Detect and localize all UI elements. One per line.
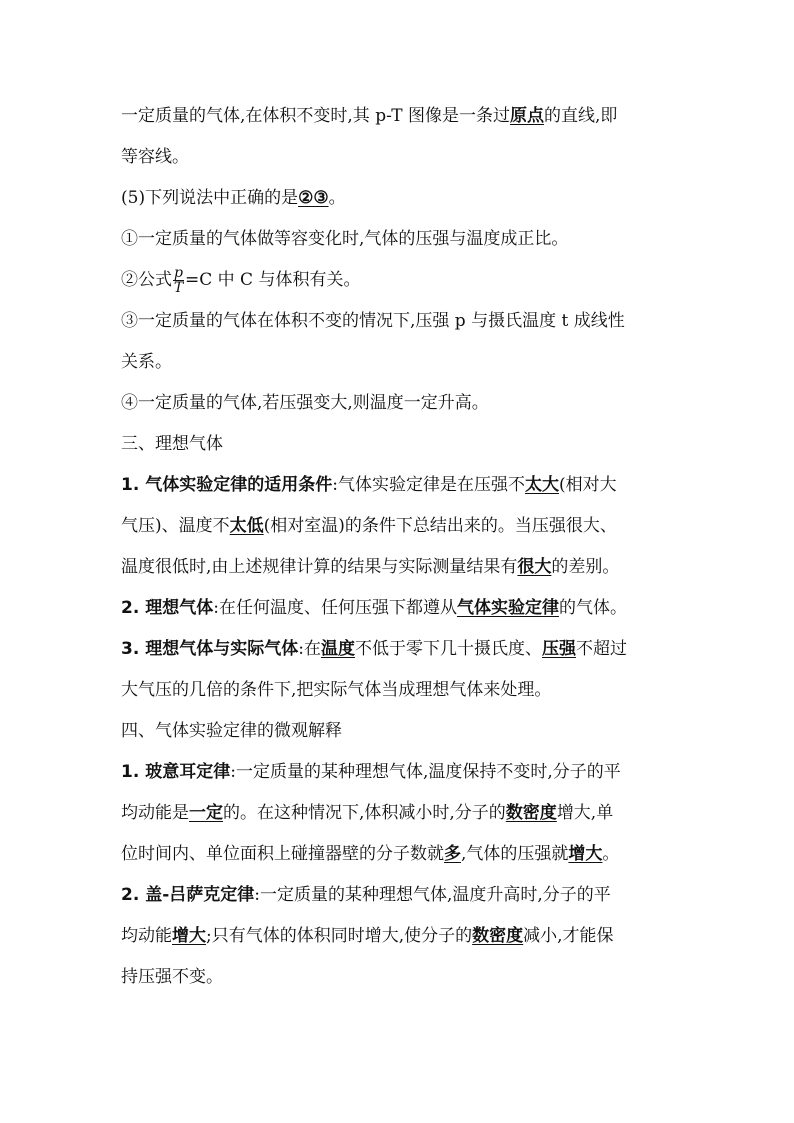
section-heading: [121, 711, 681, 752]
text: 持压强不变。: [121, 967, 223, 987]
fraction-formula: [173, 266, 184, 295]
text-line: [121, 219, 681, 260]
answer-blank: 气体实验定律: [456, 598, 559, 618]
answer-blank: 多: [444, 844, 461, 864]
answer-blank: 很大: [517, 557, 552, 577]
text: ②公式: [121, 270, 172, 290]
text: 大气压的几倍的条件下,把实际气体当成理想气体来处理。: [121, 680, 552, 700]
heading-text: 三、理想气体: [121, 434, 223, 454]
text: 。: [328, 188, 346, 208]
answer-blank: 温度: [320, 639, 355, 659]
text-line: [121, 670, 681, 711]
text-line: [121, 547, 681, 588]
text: ③一定质量的气体在体积不变的情况下,压强 p 与摄氏温度 t 成线性: [121, 311, 625, 331]
text-line: [121, 465, 681, 506]
text: (5)下列说法中正确的是: [121, 188, 299, 208]
denominator: T: [173, 280, 184, 296]
text: :一定质量的某种理想气体,温度升高时,分子的平: [254, 885, 611, 905]
text-line: [121, 793, 681, 834]
text-line: [121, 916, 681, 957]
text-line: [121, 588, 681, 629]
text-line: [121, 342, 681, 383]
answer-blank: 一定: [189, 803, 223, 823]
text: 的直线,即: [543, 106, 618, 126]
text: 不超过: [575, 639, 627, 659]
text: 温度很低时,由上述规律计算的结果与实际测量结果有: [121, 557, 518, 577]
text: 一定质量的气体,在体积不变时,其 p-T 图像是一条过: [121, 106, 510, 126]
answer-blank: 太大: [524, 475, 559, 495]
answer-blank: 数密度: [505, 803, 557, 823]
text: (相对大: [558, 475, 617, 495]
text-line: [121, 957, 681, 998]
text: (相对室温)的条件下总结出来的。当压强很大、: [263, 516, 617, 536]
answer-blank: 太低: [229, 516, 264, 536]
text-line: [121, 383, 681, 424]
term: 1. 玻意耳定律: [121, 762, 231, 782]
text-line: [121, 875, 681, 916]
answer-blank: 增大: [568, 844, 603, 864]
text-line: [121, 137, 681, 178]
text: 气压)、温度不: [121, 516, 230, 536]
text: 。: [602, 844, 620, 864]
section-heading: [121, 424, 681, 465]
text-line: [121, 752, 681, 793]
text: ;只有气体的体积同时增大,使分子的: [206, 926, 473, 946]
answer-blank: 数密度: [472, 926, 524, 946]
text: 关系。: [121, 352, 172, 372]
text: 的差别。: [551, 557, 620, 577]
answer-blank: 原点: [509, 106, 544, 126]
text: =C 中 C 与体积有关。: [184, 270, 361, 290]
term: 2. 理想气体: [121, 598, 214, 618]
text: 减小,才能保: [523, 926, 614, 946]
text: 位时间内、单位面积上碰撞器壁的分子数就: [121, 844, 444, 864]
text: 的。在这种情况下,体积减小时,分子的: [223, 803, 506, 823]
text: 不低于零下几十摄氏度、: [354, 639, 542, 659]
text: :气体实验定律是在压强不: [332, 475, 525, 495]
document-page: [121, 96, 681, 998]
numerator: p: [174, 265, 183, 281]
text: ④一定质量的气体,若压强变大,则温度一定升高。: [121, 393, 489, 413]
text: 均动能: [121, 926, 172, 946]
answer-blank: ②③: [298, 188, 329, 208]
answer-blank: 增大: [172, 926, 206, 946]
text: :一定质量的某种理想气体,温度保持不变时,分子的平: [230, 762, 621, 782]
text-line: [121, 260, 681, 301]
text: :在任何温度、任何压强下都遵从: [213, 598, 457, 618]
text: :在: [298, 639, 321, 659]
text-line: [121, 301, 681, 342]
text: 的气体。: [558, 598, 627, 618]
text: ,气体的压强就: [461, 844, 569, 864]
text: 等容线。: [121, 147, 189, 167]
text-line: [121, 834, 681, 875]
term: 3. 理想气体与实际气体: [121, 639, 299, 659]
text-line: [121, 96, 681, 137]
text-line: [121, 178, 681, 219]
term: 2. 盖-吕萨克定律: [121, 885, 255, 905]
text: 均动能是: [121, 803, 189, 823]
text-line: [121, 506, 681, 547]
heading-text: 四、气体实验定律的微观解释: [121, 721, 342, 741]
text: 增大,单: [556, 803, 614, 823]
answer-blank: 压强: [541, 639, 576, 659]
text: ①一定质量的气体做等容变化时,气体的压强与温度成正比。: [121, 229, 569, 249]
text-line: [121, 629, 681, 670]
term: 1. 气体实验定律的适用条件: [121, 475, 333, 495]
